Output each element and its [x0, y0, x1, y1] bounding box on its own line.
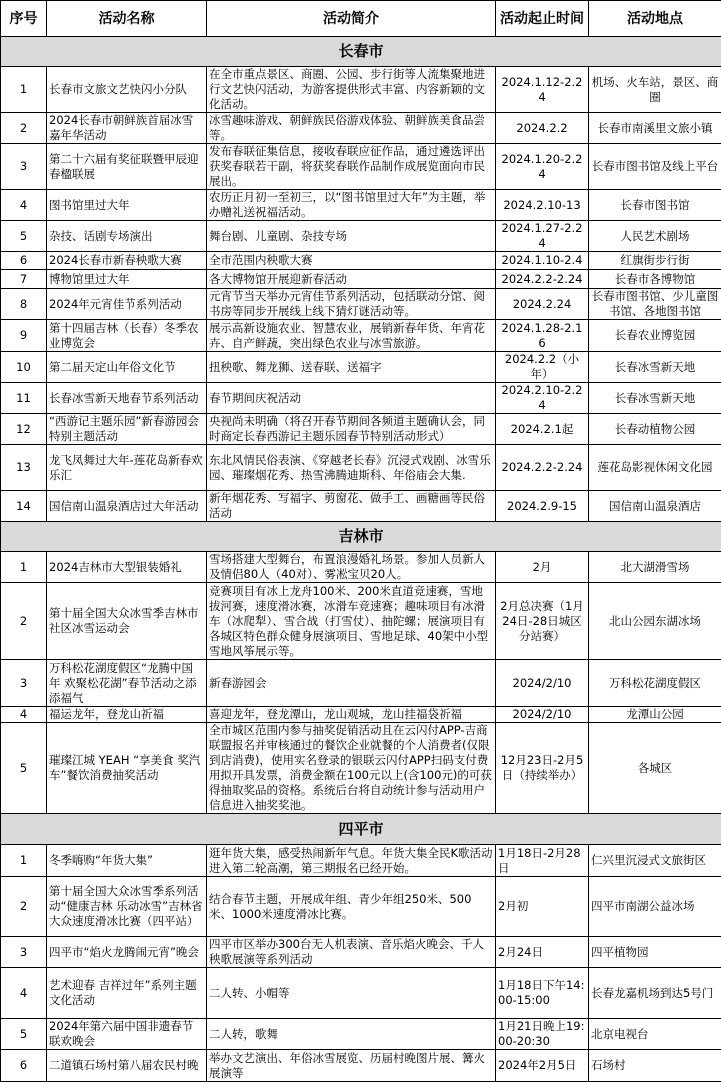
cell-place: 北大湖滑雪场 [589, 552, 721, 583]
table-row [1, 723, 721, 814]
cell-time: 12月23日-2月5日（持续举办） [496, 723, 589, 814]
cell-place: 长春市南溪里文旅小镇 [589, 113, 721, 144]
cell-place: 仁兴里沉浸式文旅街区 [589, 845, 721, 877]
cell-place: 长春市图书馆及线上平台 [589, 144, 721, 190]
table-row [1, 221, 721, 252]
cell-name: 第十届全国大众冰雪季吉林市社区冰雪运动会 [47, 583, 207, 660]
cell-time: 2024.1.27-2.24 [496, 221, 589, 252]
section-title: 四平市 [1, 814, 721, 845]
table-row [1, 491, 721, 522]
table-row [1, 320, 721, 352]
table-row [1, 190, 721, 221]
cell-name: 第二十六届有奖征联暨甲辰迎春楹联展 [47, 144, 207, 190]
table-row [1, 383, 721, 414]
cell-time: 2月总决赛（1月24日-28日城区分站赛） [496, 583, 589, 660]
cell-place: 机场、火车站，景区、商圈 [589, 67, 721, 113]
cell-place: 龙潭山公园 [589, 707, 721, 723]
cell-place: 北山公园东湖冰场 [589, 583, 721, 660]
table-row [1, 1050, 721, 1082]
cell-time: 2024.2.2（小年） [496, 352, 589, 383]
cell-name: 长春市文旅文艺快闪小分队 [47, 67, 207, 113]
cell-intro: 在全市重点景区、商圈、公园、步行街等人流集聚地进行文艺快闪活动，为游客提供形式丰富、内容新颖的文化活动。 [207, 67, 496, 113]
table-row [1, 144, 721, 190]
cell-name: 2024长春市新春秧歌大赛 [47, 252, 207, 270]
cell-intro: 竞赛项目有冰上龙舟100米、200米直道竞速赛，雪地拔河赛，速度滑冰赛，冰滑车竞速赛；趣味项目有冰滑车（冰爬犁）、雪合战（打雪仗）、抽陀螺；展演项目有各城区特色群众健身展演项目、雪地足球、40架中小型雪地风筝展示等。 [207, 583, 496, 660]
cell-intro: 冰雪趣味游戏、朝鲜族民俗游戏体验、朝鲜族美食品尝等。 [207, 113, 496, 144]
cell-intro: 春节期间庆祝活动 [207, 383, 496, 414]
table-row [1, 67, 721, 113]
cell-no: 7 [1, 270, 47, 289]
cell-no: 4 [1, 707, 47, 723]
cell-no: 6 [1, 252, 47, 270]
cell-time: 2024.2.2 [496, 113, 589, 144]
cell-time: 2024.2.2-2.24 [496, 270, 589, 289]
cell-time: 2024.2.9-15 [496, 491, 589, 522]
cell-time: 2024.2.10-2.24 [496, 383, 589, 414]
header-no: 序号 [1, 1, 47, 37]
table-row [1, 445, 721, 491]
table-row [1, 968, 721, 1019]
cell-name: 2024长春市朝鲜族首届冰雪嘉年华活动 [47, 113, 207, 144]
cell-place: 北京电视台 [589, 1019, 721, 1050]
cell-place: 长春冰雪新天地 [589, 383, 721, 414]
cell-no: 8 [1, 289, 47, 320]
cell-intro: 雪场搭建大型舞台，布置浪漫婚礼场景。参加人员新人及情侣80人（40对）、雾凇宝贝20人。 [207, 552, 496, 583]
cell-intro: 四平市区举办300台无人机表演、音乐焰火晚会、千人秧歌展演等系列活动 [207, 937, 496, 968]
cell-time: 2024.1.10-2.4 [496, 252, 589, 270]
cell-no: 2 [1, 583, 47, 660]
table-row [1, 270, 721, 289]
cell-name: 2024年第六届中国非遗春节联欢晚会 [47, 1019, 207, 1050]
cell-name: 第十届全国大众冰雪季系列活动“健康吉林 乐动冰雪”吉林省大众速度滑冰比赛（四平站） [47, 877, 207, 937]
cell-intro: 展示高新设施农业、智慧农业，展销新春年货、年宵花卉、自产鲜蔬，突出绿色农业与冰雪旅游。 [207, 320, 496, 352]
cell-intro: 喜迎龙年，登龙潭山，龙山观城，龙山挂福袋祈福 [207, 707, 496, 723]
section-header-row [1, 37, 721, 67]
cell-place: 各城区 [589, 723, 721, 814]
cell-intro: 扭秧歌、舞龙狮、送春联、送福字 [207, 352, 496, 383]
cell-name: 国信南山温泉酒店过大年活动 [47, 491, 207, 522]
cell-no: 6 [1, 1050, 47, 1082]
cell-no: 1 [1, 845, 47, 877]
cell-no: 3 [1, 937, 47, 968]
cell-place: 人民艺术剧场 [589, 221, 721, 252]
table-row [1, 877, 721, 937]
cell-intro: 央视尚未明确（将召开春节期间各频道主题确认会，同时商定长春西游记主题乐园春节特别活动形式） [207, 414, 496, 445]
cell-time: 2024年2月5日 [496, 1050, 589, 1082]
cell-intro: 举办文艺演出、年俗冰雪展览、历届村晚图片展、篝火展演等 [207, 1050, 496, 1082]
cell-time: 1月21日晚上19:00-20:30 [496, 1019, 589, 1050]
cell-time: 2024.1.20-2.24 [496, 144, 589, 190]
cell-place: 长春市各博物馆 [589, 270, 721, 289]
cell-time: 2024.2.10-13 [496, 190, 589, 221]
cell-intro: 元宵节当天举办元宵佳节系列活动，包括联动分馆、阅书房等同步开展线上线下猜灯谜活动等。 [207, 289, 496, 320]
cell-time: 2月 [496, 552, 589, 583]
table-row [1, 552, 721, 583]
cell-place: 红旗街步行街 [589, 252, 721, 270]
cell-place: 国信南山温泉酒店 [589, 491, 721, 522]
cell-place: 长春市图书馆 [589, 190, 721, 221]
table-row [1, 252, 721, 270]
cell-place: 万科松花湖度假区 [589, 660, 721, 707]
cell-name: “西游记主题乐园”新春游园会特别主题活动 [47, 414, 207, 445]
cell-time: 2024.1.12-2.24 [496, 67, 589, 113]
cell-time: 2月初 [496, 877, 589, 937]
cell-name: 第十四届吉林（长春）冬季农业博览会 [47, 320, 207, 352]
section-title: 长春市 [1, 37, 721, 67]
cell-intro: 农历正月初一至初三，以“图书馆里过大年”为主题，举办赠礼送祝福活动。 [207, 190, 496, 221]
header-time: 活动起止时间 [496, 1, 589, 37]
cell-intro: 结合春节主题，开展成年组、青少年组250米、500米、1000米速度滑冰比赛。 [207, 877, 496, 937]
cell-no: 5 [1, 723, 47, 814]
cell-time: 2月24日 [496, 937, 589, 968]
cell-name: 2024年元宵佳节系列活动 [47, 289, 207, 320]
cell-name: 冬季嗨购“年货大集” [47, 845, 207, 877]
cell-no: 10 [1, 352, 47, 383]
header-row [1, 1, 721, 37]
cell-time: 2024/2/10 [496, 660, 589, 707]
cell-no: 11 [1, 383, 47, 414]
cell-no: 1 [1, 552, 47, 583]
cell-time: 2024.1.28-2.16 [496, 320, 589, 352]
section-title: 吉林市 [1, 522, 721, 552]
cell-place: 长春市图书馆、少儿童图书馆、各地图书馆 [589, 289, 721, 320]
cell-no: 1 [1, 67, 47, 113]
cell-no: 3 [1, 660, 47, 707]
section-header-row [1, 814, 721, 845]
cell-no: 9 [1, 320, 47, 352]
cell-no: 12 [1, 414, 47, 445]
cell-no: 4 [1, 190, 47, 221]
cell-place: 四平市南湖公益冰场 [589, 877, 721, 937]
cell-intro: 二人转、小帽等 [207, 968, 496, 1019]
cell-intro: 新年烟花秀、写福字、剪窗花、做手工、画糖画等民俗活动 [207, 491, 496, 522]
cell-intro: 舞台剧、儿童剧、杂技专场 [207, 221, 496, 252]
cell-time: 2024/2/10 [496, 707, 589, 723]
cell-name: 四平市“焰火龙腾闹元宵”晚会 [47, 937, 207, 968]
cell-no: 4 [1, 968, 47, 1019]
cell-no: 2 [1, 113, 47, 144]
cell-time: 1月18日-2月28日 [496, 845, 589, 877]
cell-intro: 全市城区范围内参与抽奖促销活动且在云闪付APP-吉商联盟报名并审核通过的餐饮企业就餐的个人消费者(仅限到店消费)，使用实名登录的银联云闪付APP扫码支付费用拟开具发票，消费金额在100元以上(含100元)的可获得抽取奖品的资格。系统后台将自动统计参与活动用户信息进入抽奖奖池。 [207, 723, 496, 814]
cell-name: 二道镇石场村第八届农民村晚 [47, 1050, 207, 1082]
cell-name: 龙飞凤舞过大年-莲花岛新春欢乐汇 [47, 445, 207, 491]
cell-name: 万科松花湖度假区“龙腾中国年 欢聚松花湖”春节活动之添添福气 [47, 660, 207, 707]
cell-name: 艺术迎春 吉祥过年”系列主题文化活动 [47, 968, 207, 1019]
cell-name: 图书馆里过大年 [47, 190, 207, 221]
cell-name: 长春冰雪新天地春节系列活动 [47, 383, 207, 414]
cell-time: 2024.2.2-2.24 [496, 445, 589, 491]
cell-time: 1月18日下午14:00-15:00 [496, 968, 589, 1019]
cell-name: 福运龙年，登龙山祈福 [47, 707, 207, 723]
header-intro: 活动简介 [207, 1, 496, 37]
cell-no: 13 [1, 445, 47, 491]
cell-no: 3 [1, 144, 47, 190]
cell-place: 长春农业博览园 [589, 320, 721, 352]
cell-intro: 新春游园会 [207, 660, 496, 707]
cell-no: 5 [1, 221, 47, 252]
section-header-row [1, 522, 721, 552]
cell-place: 长春龙嘉机场到达5号门 [589, 968, 721, 1019]
table-row [1, 113, 721, 144]
table-row [1, 937, 721, 968]
cell-place: 石场村 [589, 1050, 721, 1082]
cell-intro: 逛年货大集，感受热闹新年气息。年货大集全民K歌活动进入第二轮高潮，第三期报名已经开始。 [207, 845, 496, 877]
cell-place: 长春冰雪新天地 [589, 352, 721, 383]
header-place: 活动地点 [589, 1, 721, 37]
table-row [1, 660, 721, 707]
cell-place: 长春动植物公园 [589, 414, 721, 445]
table-row [1, 845, 721, 877]
cell-name: 杂技、话剧专场演出 [47, 221, 207, 252]
table-row [1, 289, 721, 320]
header-name: 活动名称 [47, 1, 207, 37]
cell-place: 莲花岛影视休闲文化园 [589, 445, 721, 491]
table-row [1, 414, 721, 445]
cell-name: 第二届天定山年俗文化节 [47, 352, 207, 383]
cell-place: 四平植物园 [589, 937, 721, 968]
cell-intro: 各大博物馆开展迎新春活动 [207, 270, 496, 289]
cell-name: 博物馆里过大年 [47, 270, 207, 289]
cell-intro: 二人转，歌舞 [207, 1019, 496, 1050]
table-row [1, 352, 721, 383]
table-row [1, 1019, 721, 1050]
cell-time: 2024.2.1起 [496, 414, 589, 445]
table-row [1, 583, 721, 660]
cell-intro: 东北风情民俗表演、《穿越老长春》沉浸式戏剧、冰雪乐园、璀璨烟花秀、热雪沸腾迪斯科、年俗庙会大集. [207, 445, 496, 491]
cell-intro: 发布春联征集信息，接收春联应征作品，通过遴选评出获奖春联若干副，将获奖春联作品制作成展览面向市民展出。 [207, 144, 496, 190]
table-row [1, 707, 721, 723]
cell-name: 璀璨江城 YEAH “享美食 奖汽车”餐饮消费抽奖活动 [47, 723, 207, 814]
cell-time: 2024.2.24 [496, 289, 589, 320]
cell-intro: 全市范围内秧歌大赛 [207, 252, 496, 270]
cell-no: 5 [1, 1019, 47, 1050]
cell-no: 14 [1, 491, 47, 522]
cell-name: 2024吉林市大型银装婚礼 [47, 552, 207, 583]
cell-no: 2 [1, 877, 47, 937]
